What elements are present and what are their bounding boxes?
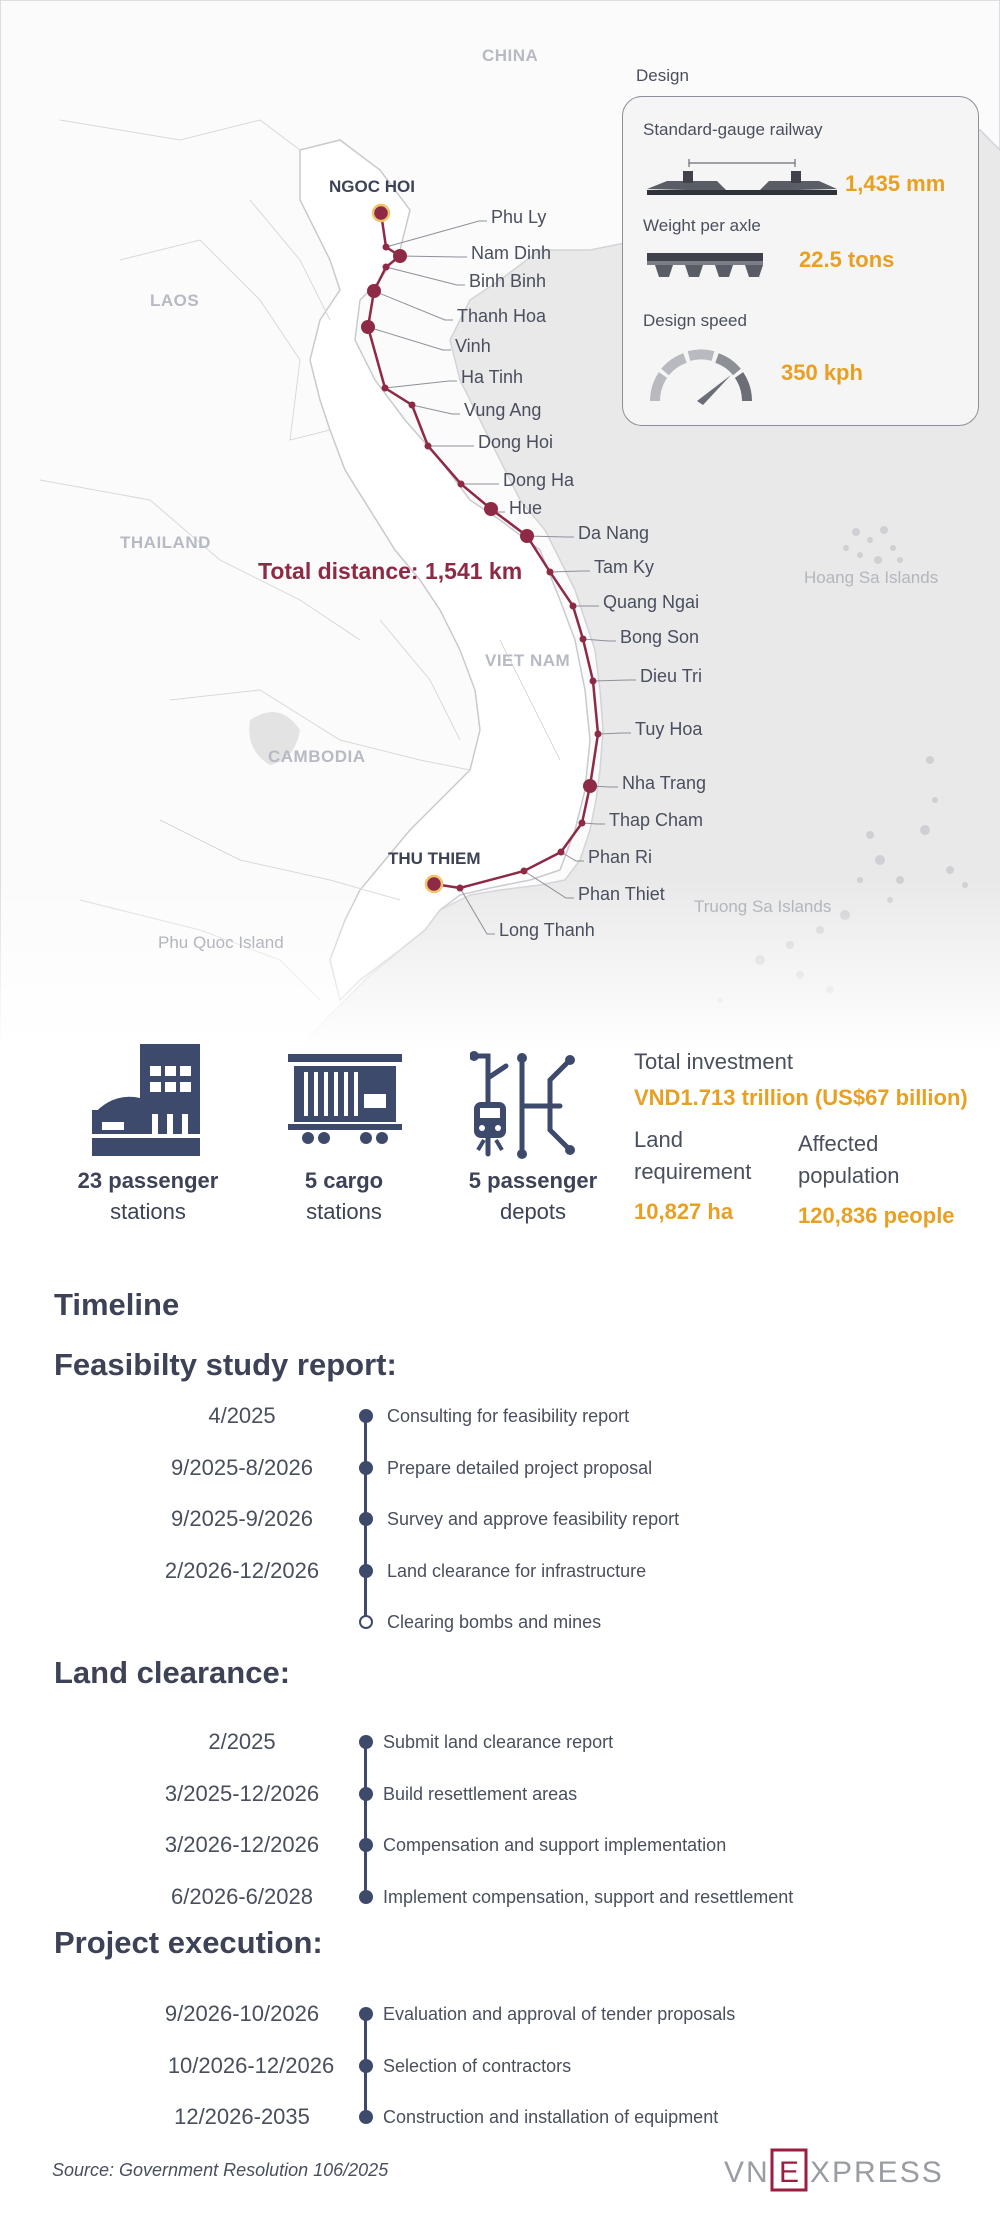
land-requirement-label-2: requirement <box>634 1159 752 1184</box>
feasibility-dot-2 <box>359 1461 373 1475</box>
country-label-china: CHINA <box>482 46 539 65</box>
timeline-title: Timeline <box>54 1287 180 1322</box>
affected-population-label-2: population <box>798 1163 900 1188</box>
land-item-1: Submit land clearance report <box>383 1732 614 1752</box>
country-label-laos: LAOS <box>150 291 200 310</box>
land-requirement-label-1: Land <box>634 1127 683 1152</box>
station-label: Binh Binh <box>469 271 547 291</box>
station-label: Dong Hoi <box>478 432 554 452</box>
execution-item-2: Selection of contractors <box>383 2056 572 2076</box>
axle-value: 22.5 tons <box>799 247 895 272</box>
station-label: Bong Son <box>620 627 700 647</box>
terminal-label-thu-thiem: THU THIEM <box>388 849 481 868</box>
axle-weight-icon <box>647 251 767 281</box>
station-dot <box>409 402 416 409</box>
cargo-stations-count: 5 cargo <box>304 1168 384 1193</box>
station-dot <box>580 636 587 643</box>
station-dot <box>383 264 390 271</box>
station-label: Nam Dinh <box>471 243 552 263</box>
station-dot <box>558 849 565 856</box>
station-dot <box>521 868 528 875</box>
land-item-2: Build resettlement areas <box>383 1784 578 1804</box>
country-label-vietnam: VIET NAM <box>485 651 571 670</box>
station-label: Thap Cham <box>609 810 704 830</box>
feasibility-dot-5 <box>359 1615 373 1629</box>
gauge-value: 1,435 mm <box>845 171 946 196</box>
terminal-dot-ngoc-hoi <box>373 205 389 221</box>
depots-unit: depots <box>499 1199 567 1224</box>
cargo-wagon-icon <box>288 1054 402 1144</box>
section-title-feasibility: Feasibilty study report: <box>54 1347 397 1382</box>
island-label-truong-sa: Truong Sa Islands <box>694 897 832 916</box>
terminal-label-ngoc-hoi: NGOC HOI <box>329 177 415 196</box>
station-label: Tam Ky <box>594 557 655 577</box>
execution-dot-2 <box>359 2059 373 2073</box>
station-dot <box>590 678 597 685</box>
feasibility-date-4: 2/2026-12/2026 <box>164 1558 320 1583</box>
execution-dot-3 <box>359 2110 373 2124</box>
affected-population-value: 120,836 people <box>798 1203 955 1228</box>
total-distance-label: Total distance: 1,541 km <box>258 558 523 584</box>
station-dot <box>458 481 465 488</box>
station-label: Ha Tinh <box>461 367 524 387</box>
land-dot-3 <box>359 1838 373 1852</box>
axle-label: Weight per axle <box>643 216 761 235</box>
depot-tracks-icon <box>470 1050 576 1160</box>
country-label-cambodia: CAMBODIA <box>268 747 366 766</box>
cargo-stations-stat <box>249 1165 439 1227</box>
speedometer-icon <box>647 345 757 409</box>
land-date-4: 6/2026-6/2028 <box>171 1884 313 1909</box>
feasibility-item-1: Consulting for feasibility report <box>387 1406 630 1426</box>
passenger-stations-unit: stations <box>110 1199 186 1224</box>
station-dot <box>547 569 554 576</box>
station-label: Quang Ngai <box>603 592 700 612</box>
timeline-line-land <box>364 1742 367 1898</box>
total-investment-label: Total investment <box>634 1049 793 1074</box>
feasibility-item-4: Land clearance for infrastructure <box>387 1561 647 1581</box>
depots-stat <box>438 1165 628 1227</box>
vnexpress-logo <box>724 2148 974 2192</box>
design-title: Design <box>636 66 689 85</box>
station-dot <box>367 284 381 298</box>
feasibility-dot-4 <box>359 1564 373 1578</box>
design-panel <box>622 96 979 426</box>
execution-dot-1 <box>359 2007 373 2021</box>
station-label: Vinh <box>455 336 491 356</box>
station-dot <box>484 502 498 516</box>
route-map <box>0 0 1000 1050</box>
execution-date-1: 9/2026-10/2026 <box>164 2001 320 2026</box>
land-dot-4 <box>359 1890 373 1904</box>
island-label-phu-quoc: Phu Quoc Island <box>158 933 284 952</box>
station-dot <box>382 385 389 392</box>
execution-item-3: Construction and installation of equipment <box>383 2107 719 2127</box>
feasibility-dot-1 <box>359 1409 373 1423</box>
brand-right: XPRESS <box>810 2156 944 2189</box>
station-dot <box>520 529 534 543</box>
station-label: Phan Thiet <box>578 884 665 904</box>
land-item-3: Compensation and support implementation <box>383 1835 727 1855</box>
country-label-thailand: THAILAND <box>120 533 211 552</box>
feasibility-item-5: Clearing bombs and mines <box>387 1612 602 1632</box>
station-label: Tuy Hoa <box>635 719 703 739</box>
execution-date-2: 10/2026-12/2026 <box>167 2053 335 2078</box>
land-item-4: Implement compensation, support and resettlement <box>383 1887 794 1907</box>
station-building-icon <box>92 1044 204 1158</box>
speed-value: 350 kph <box>781 360 863 385</box>
cargo-stations-unit: stations <box>306 1199 382 1224</box>
station-dot <box>383 244 390 251</box>
gauge-label: Standard-gauge railway <box>643 120 823 139</box>
station-dot <box>361 320 375 334</box>
station-label: Da Nang <box>578 523 650 543</box>
station-label: Nha Trang <box>622 773 707 793</box>
rail-gauge-icon <box>647 157 837 197</box>
depots-count: 5 passenger <box>468 1168 598 1193</box>
brand-left: VN <box>724 2156 770 2189</box>
execution-date-3: 12/2026-2035 <box>174 2104 310 2129</box>
land-requirement-value: 10,827 ha <box>634 1199 734 1224</box>
section-title-land-clearance: Land clearance: <box>54 1655 291 1690</box>
feasibility-dot-3 <box>359 1512 373 1526</box>
station-label: Long Thanh <box>499 920 595 940</box>
station-dot <box>457 885 464 892</box>
execution-item-1: Evaluation and approval of tender proposals <box>383 2004 736 2024</box>
station-label: Dong Ha <box>503 470 575 490</box>
station-dot <box>570 603 577 610</box>
section-title-project-execution: Project execution: <box>54 1925 323 1960</box>
station-label: Phu Ly <box>491 207 547 227</box>
station-label: Vung Ang <box>464 400 542 420</box>
feasibility-item-3: Survey and approve feasibility report <box>387 1509 680 1529</box>
affected-population-label-1: Affected <box>798 1131 879 1156</box>
station-dot <box>583 779 597 793</box>
station-label: Thanh Hoa <box>457 306 547 326</box>
source-note: Source: Government Resolution 106/2025 <box>52 2160 389 2180</box>
station-dot <box>425 443 432 450</box>
total-investment-value: VND1.713 trillion (US$67 billion) <box>634 1085 968 1110</box>
feasibility-date-2: 9/2025-8/2026 <box>171 1455 313 1480</box>
station-dot <box>595 731 602 738</box>
land-date-2: 3/2025-12/2026 <box>164 1781 320 1806</box>
island-label-hoang-sa: Hoang Sa Islands <box>804 568 939 587</box>
station-label: Dieu Tri <box>640 666 703 686</box>
passenger-stations-stat <box>53 1165 243 1227</box>
passenger-stations-count: 23 passenger <box>77 1168 219 1193</box>
station-label: Hue <box>509 498 543 518</box>
feasibility-date-3: 9/2025-9/2026 <box>171 1506 313 1531</box>
land-dot-1 <box>359 1735 373 1749</box>
feasibility-date-1: 4/2025 <box>208 1403 276 1428</box>
feasibility-item-2: Prepare detailed project proposal <box>387 1458 653 1478</box>
land-date-1: 2/2025 <box>208 1729 276 1754</box>
station-dot <box>579 820 586 827</box>
terminal-dot-thu-thiem <box>426 876 442 892</box>
station-dot <box>393 249 407 263</box>
brand-mid: E <box>779 2156 800 2189</box>
land-date-3: 3/2026-12/2026 <box>164 1832 320 1857</box>
speed-label: Design speed <box>643 311 747 330</box>
station-label: Phan Ri <box>588 847 653 867</box>
land-dot-2 <box>359 1787 373 1801</box>
